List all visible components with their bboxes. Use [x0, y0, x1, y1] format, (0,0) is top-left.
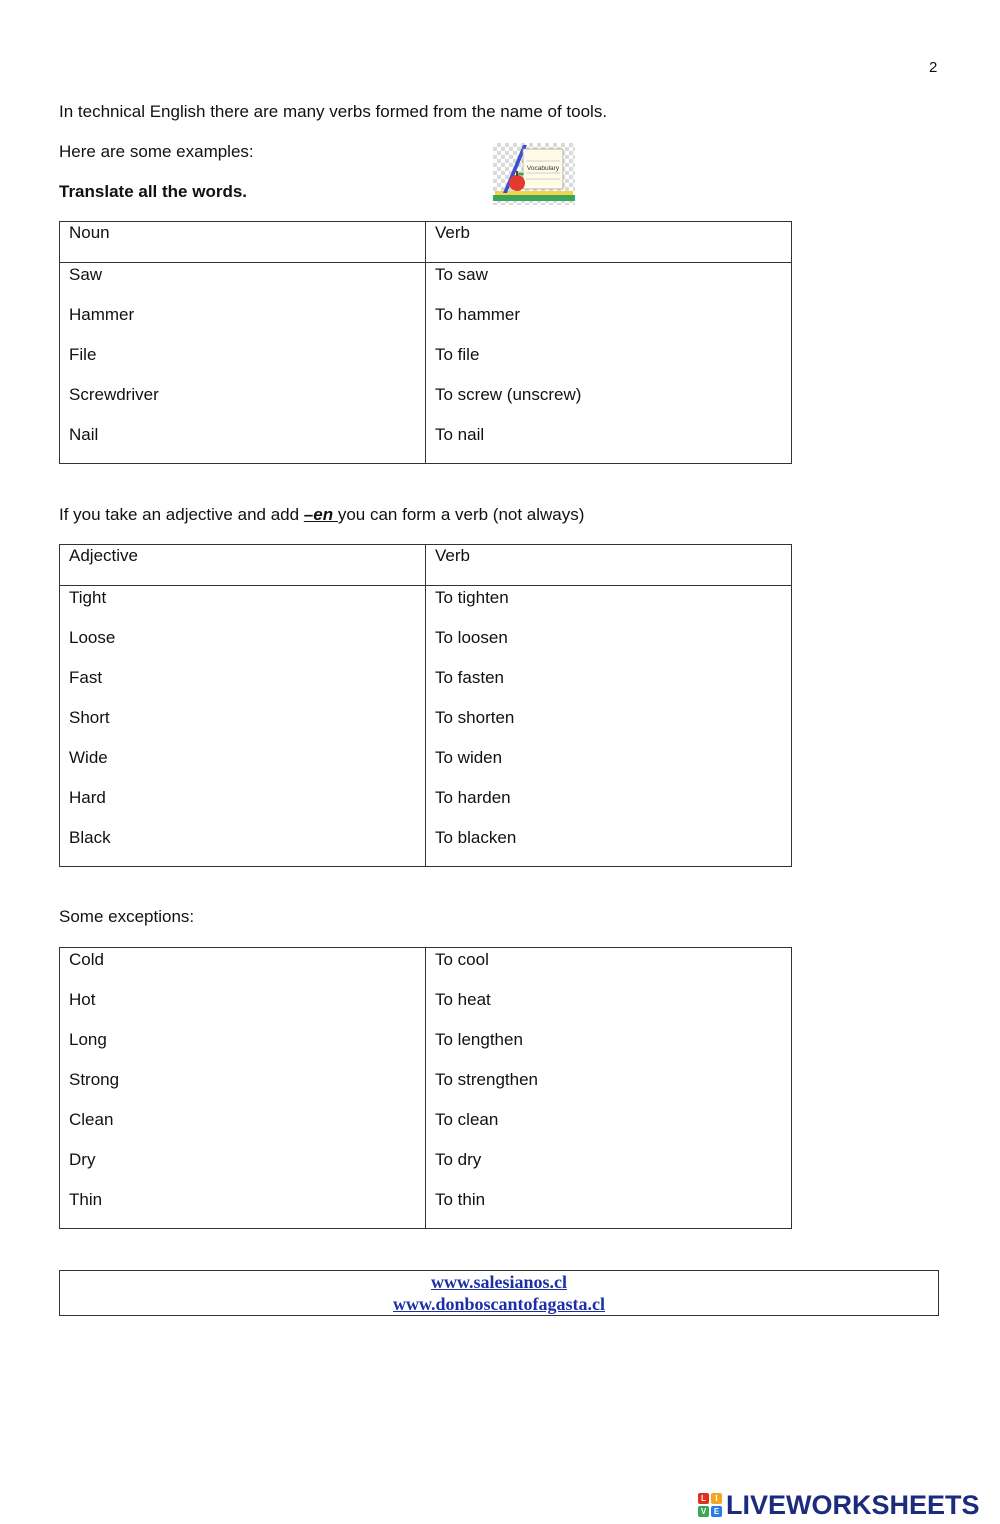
adjective-rule	[59, 505, 584, 525]
table-cell: Cold	[69, 950, 104, 969]
rule-text-after: you can form a verb (not always)	[337, 505, 585, 524]
table-cell: Screwdriver	[69, 385, 159, 404]
table-cell: To harden	[435, 788, 511, 807]
table-cell: To clean	[435, 1110, 499, 1129]
table-cell: File	[69, 345, 97, 364]
footer-link-donbosco[interactable]: www.donboscantofagasta.cl	[392, 1294, 606, 1314]
suffix-en: –en	[303, 505, 338, 524]
table-cell: To saw	[435, 265, 488, 284]
table-cell: To fasten	[435, 668, 504, 687]
table-cell: To cool	[435, 950, 489, 969]
table-cell: To screw (unscrew)	[435, 385, 582, 404]
page-number: 2	[929, 59, 938, 76]
intro-line: In technical English there are many verbs formed from the name of tools.	[59, 102, 608, 121]
table-cell: To shorten	[435, 708, 515, 727]
table-cell: Tight	[69, 588, 107, 607]
table-cell: Loose	[69, 628, 116, 647]
table-cell: Thin	[69, 1190, 103, 1209]
table-header: Adjective	[60, 545, 426, 586]
vocabulary-clipart-icon	[493, 143, 575, 205]
table-cell: To nail	[435, 425, 485, 444]
footer-link-salesianos[interactable]: www.salesianos.cl	[430, 1272, 567, 1292]
table-cell: To thin	[435, 1190, 486, 1209]
table-header: Noun	[60, 222, 426, 263]
intro-examples: Here are some examples:	[59, 142, 254, 161]
clipart-label: Vocabulary	[526, 165, 560, 172]
table-cell: To tighten	[435, 588, 509, 607]
table-header: Verb	[426, 545, 792, 586]
table-cell: Black	[69, 828, 111, 847]
table-cell: To strengthen	[435, 1070, 539, 1089]
table-cell: Hard	[69, 788, 106, 807]
table-cell: Hammer	[69, 305, 135, 324]
table-cell: To file	[435, 345, 480, 364]
table-cell: Long	[69, 1030, 107, 1049]
exceptions-heading: Some exceptions:	[59, 907, 195, 926]
liveworksheets-logo-icon: L I V E	[698, 1493, 722, 1517]
footer-links-box	[59, 1270, 939, 1316]
exceptions-table	[59, 947, 792, 1229]
table-cell: Strong	[69, 1070, 120, 1089]
table-cell: To hammer	[435, 305, 521, 324]
table-cell: Fast	[69, 668, 103, 687]
adjective-verb-table	[59, 544, 792, 867]
table-cell: To loosen	[435, 628, 508, 647]
table-cell: To dry	[435, 1150, 482, 1169]
table-cell: Clean	[69, 1110, 114, 1129]
instruction-heading: Translate all the words.	[59, 182, 248, 201]
table-cell: To heat	[435, 990, 491, 1009]
noun-verb-table	[59, 221, 792, 464]
table-cell: Hot	[69, 990, 96, 1009]
table-cell: Saw	[69, 265, 103, 284]
table-cell: Wide	[69, 748, 108, 767]
table-cell: Nail	[69, 425, 99, 444]
liveworksheets-logo	[698, 1489, 980, 1521]
table-cell: To lengthen	[435, 1030, 523, 1049]
rule-text-before: If you take an adjective and add	[59, 505, 304, 524]
table-header: Verb	[426, 222, 792, 263]
table-cell: Dry	[69, 1150, 96, 1169]
table-cell: To widen	[435, 748, 503, 767]
table-cell: To blacken	[435, 828, 517, 847]
liveworksheets-logo-text: LIVEWORKSHEETS	[726, 1489, 980, 1520]
table-cell: Short	[69, 708, 110, 727]
